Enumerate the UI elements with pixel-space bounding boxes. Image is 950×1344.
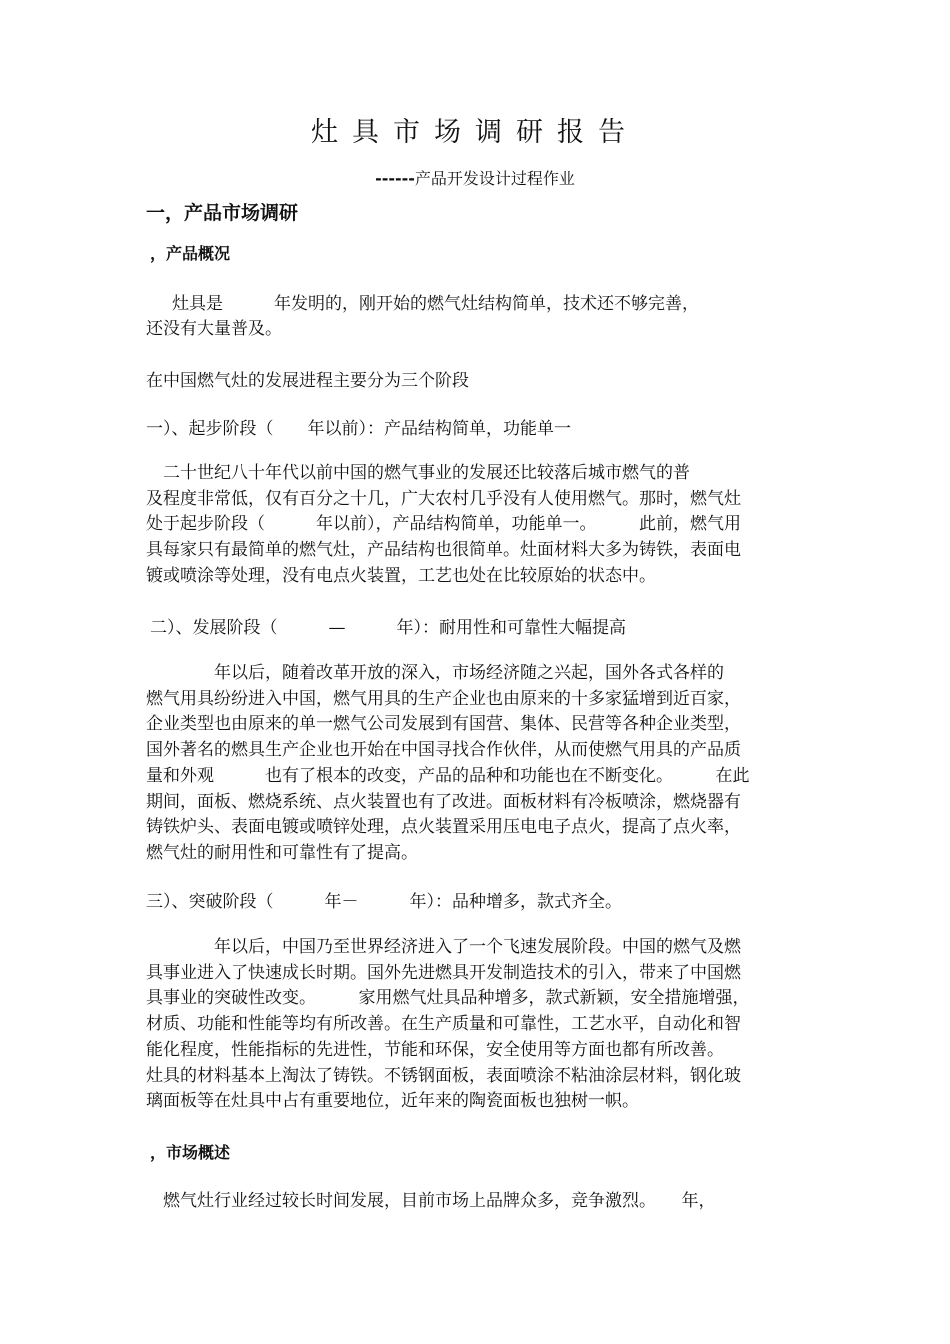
paragraph-line: 处于起步阶段（ 年以前），产品结构简单，功能单一。 此前，燃气用 [146, 514, 741, 535]
stage2-paragraph [146, 661, 808, 867]
subtitle-text: 产品开发设计过程作业 [414, 169, 575, 188]
stage2-heading: 二）、发展阶段（ — 年）：耐用性和可靠性大幅提高 [150, 618, 626, 638]
stage1-heading: 一）、起步阶段（ 年以前）：产品结构简单，功能单一 [146, 419, 571, 439]
paragraph-line: 期间，面板、燃烧系统、点火装置也有了改进。面板材料有冷板喷涂，燃烧器有 [146, 791, 741, 812]
paragraph-line: 灶具的材料基本上淘汰了铸铁。不锈钢面板，表面喷涂不粘油涂层材料，钢化玻 [146, 1065, 741, 1086]
document-subtitle [0, 166, 950, 189]
subsection-heading-product-overview: ，产品概况 [150, 244, 231, 263]
stage1-paragraph [146, 461, 808, 590]
stages-intro: 在中国燃气灶的发展进程主要分为三个阶段 [146, 371, 469, 391]
paragraph-line: 材质、功能和性能等均有所改善。在生产质量和可靠性，工艺水平，自动化和智 [146, 1014, 741, 1035]
paragraph-line: 企业类型也由原来的单一燃气公司发展到有国营、集体、民营等各种企业类型， [146, 714, 741, 735]
stage3-heading: 三）、突破阶段（ 年－ 年）：品种增多，款式齐全。 [146, 892, 622, 912]
paragraph-line: 国外著名的燃具生产企业也开始在中国寻找合作伙伴，从而使燃气用具的产品质 [146, 740, 741, 761]
document-title: 灶具市场调研报告 [311, 117, 639, 148]
paragraph-line: 能化程度，性能指标的先进性，节能和环保，安全使用等方面也都有所改善。 [146, 1039, 724, 1060]
paragraph-line: 具事业的突破性改变。 家用燃气灶具品种增多，款式新颖，安全措施增强， [146, 988, 750, 1009]
paragraph-line: 镀或喷涂等处理，没有电点火装置，工艺也处在比较原始的状态中。 [146, 565, 656, 586]
subsection-heading-market-summary: ，市场概述 [150, 1143, 231, 1162]
paragraph-line: 具每家只有最简单的燃气灶，产品结构也很简单。灶面材料大多为铸铁，表面电 [146, 540, 741, 561]
paragraph-line: 年以后，随着改革开放的深入，市场经济随之兴起，国外各式各样的 [146, 663, 724, 683]
paragraph-line: 年以后，中国乃至世界经济进入了一个飞速发展阶段。中国的燃气及燃 [146, 937, 741, 957]
intro-line-1: 灶具是 年发明的，刚开始的燃气灶结构简单，技术还不够完善， [172, 294, 699, 314]
paragraph-line: 璃面板等在灶具中占有重要地位，近年来的陶瓷面板也独树一帜。 [146, 1091, 639, 1112]
subtitle-dash: ------ [375, 169, 415, 188]
stage3-paragraph [146, 935, 808, 1115]
paragraph-line: 具事业进入了快速成长时期。国外先进燃具开发制造技术的引入，带来了中国燃 [146, 962, 741, 983]
paragraph-line: 二十世纪八十年代以前中国的燃气事业的发展还比较落后城市燃气的普 [146, 463, 690, 483]
paragraph-line: 量和外观 也有了根本的改变，产品的品种和功能也在不断变化。 在此 [146, 765, 750, 786]
section-heading-market-research: 一，产品市场调研 [146, 202, 299, 224]
paragraph-line: 铸铁炉头、表面电镀或喷锌处理，点火装置采用压电电子点火，提高了点火率， [146, 817, 741, 838]
paragraph-line: 及程度非常低，仅有百分之十几，广大农村几乎没有人使用燃气。那时，燃气灶 [146, 488, 741, 509]
intro-line-2: 还没有大量普及。 [146, 319, 282, 339]
market-line-1: 燃气灶行业经过较长时间发展，目前市场上品牌众多，竞争激烈。 年， [146, 1191, 716, 1211]
paragraph-line: 燃气灶的耐用性和可靠性有了提高。 [146, 842, 418, 863]
paragraph-line: 燃气用具纷纷进入中国，燃气用具的生产企业也由原来的十多家猛增到近百家， [146, 688, 741, 709]
